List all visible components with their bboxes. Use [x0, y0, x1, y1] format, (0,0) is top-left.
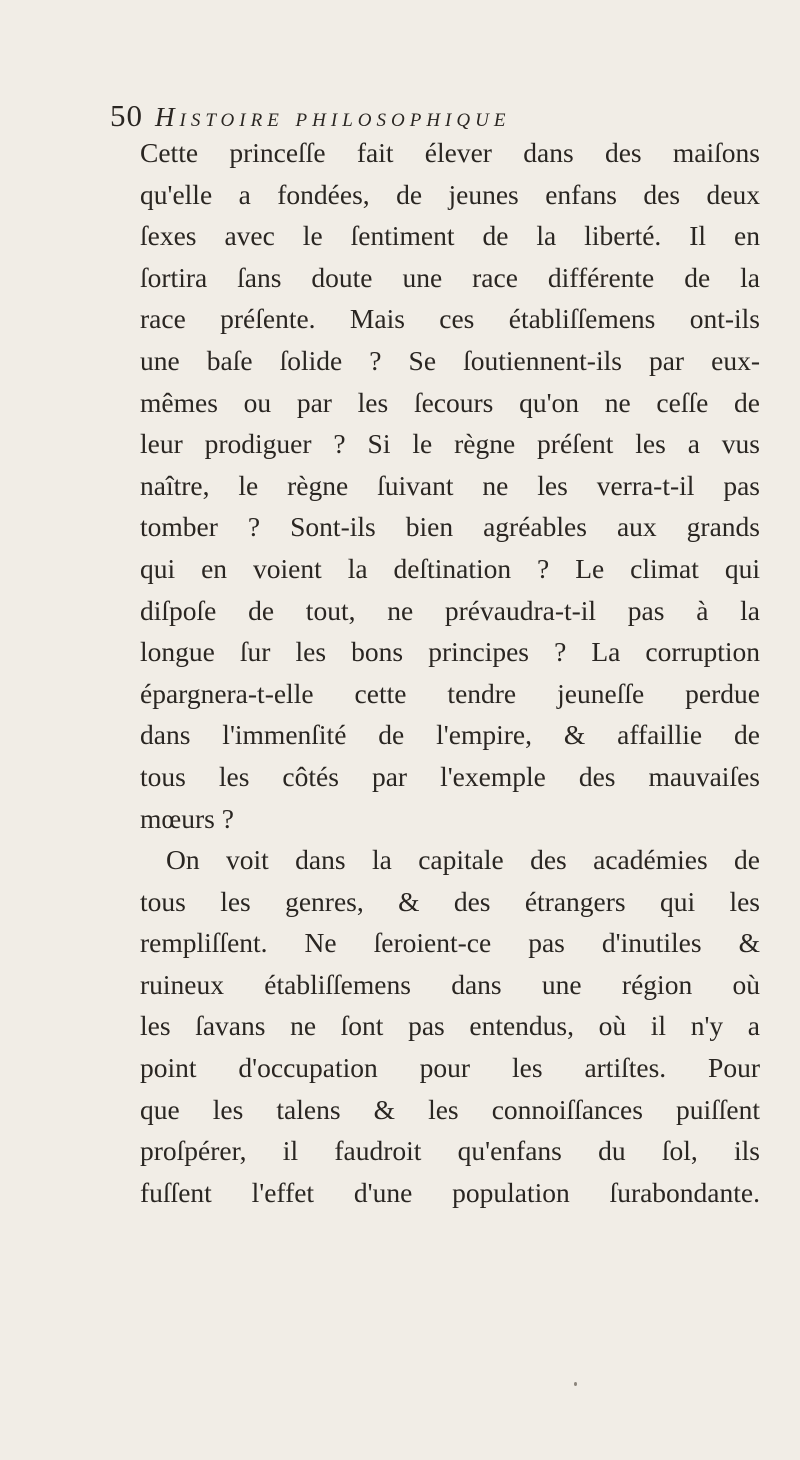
text-line: ſortira ſans doute une race différente de la: [140, 261, 760, 293]
text-line: proſpérer, il faudroit qu'enfans du ſol, ils: [140, 1135, 760, 1167]
text-line: race préſente. Mais ces établiſſemens ont-ils: [140, 303, 760, 335]
text-line: qu'elle a fondées, de jeunes enfans des deux: [140, 178, 760, 210]
text-line: qui en voient la deſtination ? Le climat qui: [140, 552, 760, 584]
text-line: diſpoſe de tout, ne prévaudra-t-il pas à la: [140, 594, 760, 626]
running-title: Histoire philosophique: [155, 102, 511, 132]
text-line: On voit dans la capitale des académies de: [166, 844, 760, 876]
text-line: dans l'immenſité de l'empire, & affaillie de: [140, 719, 760, 751]
text-line: leur prodiguer ? Si le règne préſent les a vus: [140, 428, 760, 460]
body-text: [140, 132, 760, 1213]
ink-speck: [574, 1382, 577, 1386]
text-line: tous les genres, & des étrangers qui les: [140, 885, 760, 917]
text-line: rempliſſent. Ne ſeroient-ce pas d'inutiles &: [140, 927, 760, 959]
text-line: mœurs ?: [140, 802, 234, 834]
text-line: les ſavans ne ſont pas entendus, où il n'y a: [140, 1010, 760, 1042]
text-line: épargnera-t-elle cette tendre jeuneſſe perdue: [140, 677, 760, 709]
text-line: ruineux établiſſemens dans une région où: [140, 968, 760, 1000]
text-line: naître, le règne ſuivant ne les verra-t-il pas: [140, 469, 760, 501]
text-line: que les talens & les connoiſſances puiſſent: [140, 1093, 760, 1125]
text-line: tous les côtés par l'exemple des mauvaiſes: [140, 760, 760, 792]
text-line: une baſe ſolide ? Se ſoutiennent-ils par eux-: [140, 344, 760, 376]
text-line: ſexes avec le ſentiment de la liberté. Il en: [140, 220, 760, 252]
text-line: fuſſent l'effet d'une population ſurabondante.: [140, 1176, 760, 1208]
text-line: Cette princeſſe fait élever dans des maiſons: [140, 137, 760, 168]
text-line: mêmes ou par les ſecours qu'on ne ceſſe de: [140, 386, 760, 418]
text-line: longue ſur les bons principes ? La corruption: [140, 636, 760, 668]
page-number: 50: [110, 98, 143, 133]
text-line: tomber ? Sont-ils bien agréables aux grands: [140, 511, 760, 543]
text-line: point d'occupation pour les artiſtes. Pour: [140, 1052, 760, 1084]
